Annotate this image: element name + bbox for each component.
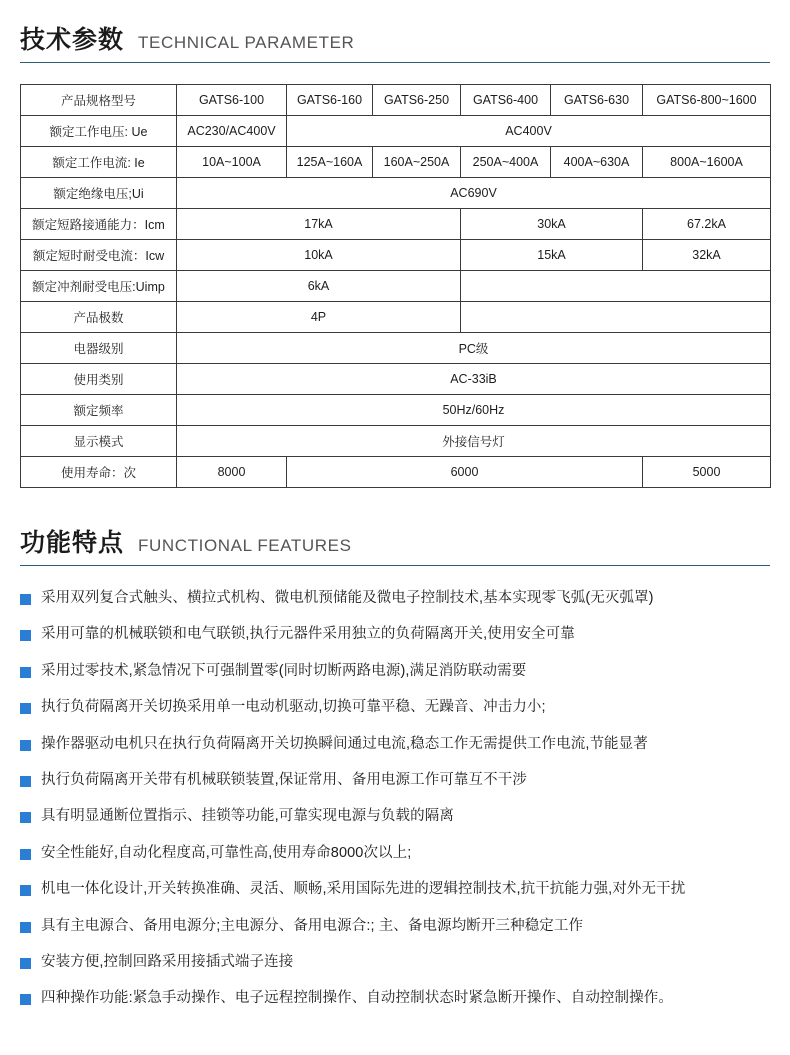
feature-item-text: 安装方便,控制回路采用接插式端子连接 (41, 953, 294, 970)
spec-row-label: 使用类别 (21, 364, 177, 395)
feature-item (20, 772, 770, 789)
spec-cell: 32kA (643, 240, 771, 271)
spec-cell: 17kA (177, 209, 461, 240)
spec-row-label: 电器级别 (21, 333, 177, 364)
square-bullet-icon (20, 812, 31, 823)
spec-cell: 8000 (177, 457, 287, 488)
square-bullet-icon (20, 776, 31, 787)
spec-cell: AC690V (177, 178, 771, 209)
feature-item-text: 具有主电源合、备用电源分;主电源分、备用电源合:; 主、备电源均断开三种稳定工作 (41, 917, 584, 934)
square-bullet-icon (20, 958, 31, 969)
spec-cell: 50Hz/60Hz (177, 395, 771, 426)
spec-cell: 30kA (461, 209, 643, 240)
spec-row-label: 显示模式 (21, 426, 177, 457)
table-row (21, 302, 771, 333)
table-row (21, 240, 771, 271)
feature-item (20, 881, 770, 898)
feature-item (20, 663, 770, 680)
spec-row-label: 额定绝缘电压;Ui (21, 178, 177, 209)
spec-cell: 10kA (177, 240, 461, 271)
spec-cell: 15kA (461, 240, 643, 271)
table-row (21, 426, 771, 457)
table-row (21, 209, 771, 240)
technical-parameter-section (0, 0, 790, 488)
square-bullet-icon (20, 594, 31, 605)
section-title-cn: 功能特点 (20, 529, 125, 557)
table-row (21, 147, 771, 178)
spec-cell: 5000 (643, 457, 771, 488)
feature-item (20, 626, 770, 643)
spec-row-label: 额定短路接通能力：Icm (21, 209, 177, 240)
table-row (21, 116, 771, 147)
spec-cell: 10A~100A (177, 147, 287, 178)
feature-item-text: 采用过零技术,紧急情况下可强制置零(同时切断两路电源),满足消防联动需要 (41, 662, 527, 679)
spec-cell: 4P (177, 302, 461, 333)
spec-cell: 外接信号灯 (177, 426, 771, 457)
feature-item-text: 机电一体化设计,开关转换准确、灵活、顺畅,采用国际先进的逻辑控制技术,抗干抗能力强,对外无干扰 (41, 881, 686, 898)
feature-item-text: 采用双列复合式触头、横拉式机构、微电机预储能及微电子控制技术,基本实现零飞弧(无灭弧罩) (41, 590, 654, 606)
table-row (21, 271, 771, 302)
square-bullet-icon (20, 849, 31, 860)
feature-item (20, 808, 770, 825)
table-row (21, 178, 771, 209)
feature-item (20, 845, 770, 862)
specification-table-body (21, 85, 771, 488)
spec-row-label: 产品极数 (21, 302, 177, 333)
spec-cell: 6kA (177, 271, 461, 302)
feature-item (20, 736, 770, 753)
feature-item (20, 954, 770, 971)
spec-cell: GATS6-400 (461, 85, 551, 116)
spec-cell: GATS6-800~1600 (643, 85, 771, 116)
specification-table (20, 84, 771, 488)
spec-row-label: 额定频率 (21, 395, 177, 426)
feature-item-text: 具有明显通断位置指示、挂锁等功能,可靠实现电源与负载的隔离 (41, 808, 454, 825)
square-bullet-icon (20, 922, 31, 933)
feature-item-text: 安全性能好,自动化程度高,可靠性高,使用寿命8000次以上; (41, 844, 412, 861)
spec-cell: AC230/AC400V (177, 116, 287, 147)
spec-row-label: 使用寿命：次 (21, 457, 177, 488)
square-bullet-icon (20, 994, 31, 1005)
spec-row-label: 产品规格型号 (21, 85, 177, 116)
feature-item-text: 执行负荷隔离开关带有机械联锁装置,保证常用、备用电源工作可靠互不干涉 (41, 771, 527, 788)
spec-row-label: 额定冲剂耐受电压:Uimp (21, 271, 177, 302)
spec-cell: GATS6-630 (551, 85, 643, 116)
square-bullet-icon (20, 703, 31, 714)
square-bullet-icon (20, 667, 31, 678)
spec-cell: AC400V (287, 116, 771, 147)
feature-item (20, 590, 770, 607)
square-bullet-icon (20, 885, 31, 896)
feature-item (20, 990, 770, 1007)
spec-cell-empty (461, 271, 771, 302)
spec-cell: 400A~630A (551, 147, 643, 178)
feature-item (20, 918, 770, 935)
functional-features-heading (20, 531, 770, 566)
spec-cell: 160A~250A (373, 147, 461, 178)
spec-cell: 125A~160A (287, 147, 373, 178)
spec-cell: 67.2kA (643, 209, 771, 240)
spec-cell: GATS6-100 (177, 85, 287, 116)
spec-cell: 250A~400A (461, 147, 551, 178)
spec-cell: PC级 (177, 333, 771, 364)
feature-list (20, 590, 770, 1008)
table-row (21, 364, 771, 395)
table-row (21, 457, 771, 488)
spec-cell-empty (461, 302, 771, 333)
feature-item-text: 采用可靠的机械联锁和电气联锁,执行元器件采用独立的负荷隔离开关,使用安全可靠 (41, 626, 575, 643)
section-title-cn: 技术参数 (20, 26, 125, 54)
functional-features-section (0, 488, 790, 1008)
spec-cell: AC-33iB (177, 364, 771, 395)
feature-item-text: 四种操作功能:紧急手动操作、电子远程控制操作、自动控制状态时紧急断开操作、自动控制操作。 (41, 990, 673, 1007)
feature-item-text: 操作器驱动电机只在执行负荷隔离开关切换瞬间通过电流,稳态工作无需提供工作电流,节能显著 (41, 735, 648, 752)
spec-cell: 6000 (287, 457, 643, 488)
spec-cell: GATS6-160 (287, 85, 373, 116)
table-row (21, 85, 771, 116)
square-bullet-icon (20, 630, 31, 641)
feature-item-text: 执行负荷隔离开关切换采用单一电动机驱动,切换可靠平稳、无躁音、冲击力小; (41, 699, 546, 716)
section-title-en: TECHNICAL PARAMETER (138, 33, 355, 52)
spec-row-label: 额定短时耐受电流：Icw (21, 240, 177, 271)
table-row (21, 333, 771, 364)
square-bullet-icon (20, 740, 31, 751)
section-title-en: FUNCTIONAL FEATURES (138, 536, 352, 555)
spec-cell: GATS6-250 (373, 85, 461, 116)
spec-cell: 800A~1600A (643, 147, 771, 178)
spec-row-label: 额定工作电流: Ie (21, 147, 177, 178)
spec-row-label: 额定工作电压: Ue (21, 116, 177, 147)
technical-parameter-heading (20, 28, 770, 63)
table-row (21, 395, 771, 426)
feature-item (20, 699, 770, 716)
